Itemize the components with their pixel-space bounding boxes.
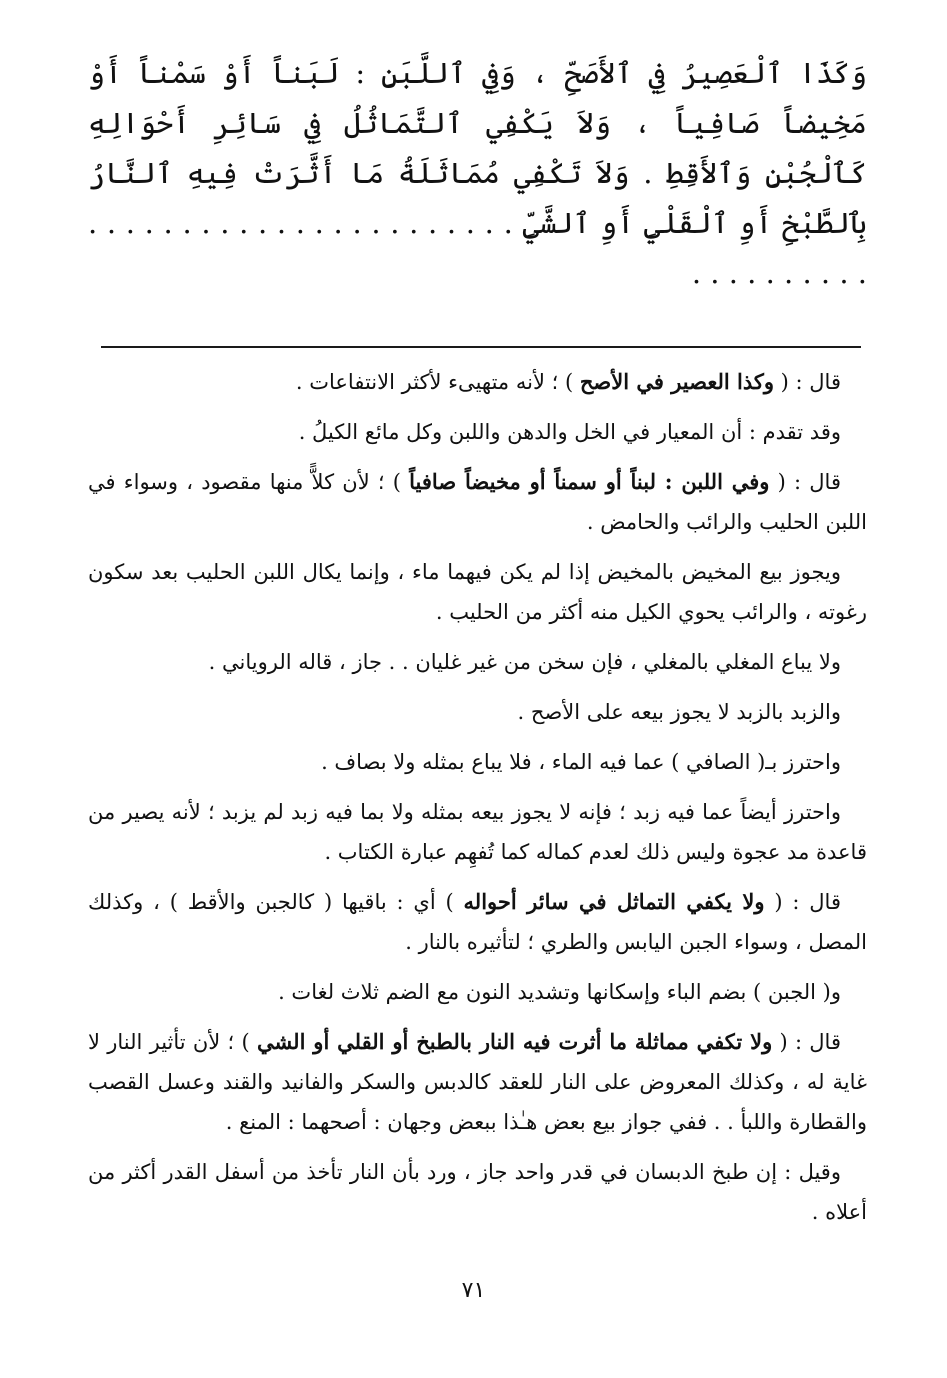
commentary-paragraph-3: قال : ( وفي اللبن : لبناً أو سمناً أو مخيضاً صافياً ) ؛ لأن كلاًّ منها مقصود ، وسواء في اللبن الحليب والرائب والحامض .: [88, 469, 867, 534]
main-text-dots: . . . . . . . . . . . . . . . . . . . . . . . . . . . . . . . .: [88, 206, 867, 290]
commentary-paragraph-1: قال : ( وكذا العصير في الأصح ) ؛ لأنه متهيىء لأكثر الانتفاعات .: [295, 369, 841, 394]
footnote-divider: [101, 346, 861, 348]
commentary-paragraph-9: قال : ( ولا يكفي التماثل في سائر أحواله ) أي : باقيها ( كالجبن والأقط ) ، وكذلك المصل ، وسواء الجبن اليابس والطري ؛ لتأثيره بالنار .: [88, 889, 867, 954]
commentary: [88, 362, 867, 1232]
commentary-paragraph-7: واحترز بـ( الصافي ) عما فيه الماء ، فلا يباع بمثله ولا بصاف .: [321, 750, 841, 774]
main-text-line-3: بِٱلطَّبْخِ أَوِ ٱلْقَلْيِ أَوِ ٱلشَّيِّ .: [503, 206, 867, 240]
commentary-paragraph-4: ويجوز بيع المخيض بالمخيض إذا لم يكن فيهما ماء ، وإنما يكال اللبن الحليب بعد سكون رغوته ، والرائب يحوي الكيل منه أكثر من الحليب .: [88, 560, 867, 624]
commentary-paragraph-10: و( الجبن ) بضم الباء وإسكانها وتشديد النون مع الضم ثلاث لغات .: [278, 980, 841, 1004]
main-text-line-2: ٱلتَّمَاثُلُ فِي سَائِرِ أَحْوَالِهِ كَٱلْجُبْنِ وَٱلأَقِطِ . وَلاَ تَكْفِي مُمَاثَلَةُ مَا أَثَّرَتْ فِيهِ ٱلنَّارُ: [88, 106, 867, 190]
commentary-paragraph-5: ولا يباع المغلي بالمغلي ، فإن سخن من غير غليان . . جاز ، قاله الروياني .: [208, 650, 841, 674]
page-number: ٧١: [461, 1278, 486, 1303]
commentary-paragraph-2: وقد تقدم : أن المعيار في الخل والدهن واللبن وكل مائع الكيلُ .: [298, 420, 841, 444]
book-page: [88, 48, 867, 1378]
commentary-paragraph-11: قال : ( ولا تكفي مماثلة ما أثرت فيه النار بالطبخ أو القلي أو الشي ) ؛ لأن تأثير النار لا غاية له ، وكذلك المعروض على النار للعقد كالدبس والسكر والفانيد والقند وعسل القصب والقطارة واللبأ . . ففي جواز بيع بعض هـٰذا ببعض وجهان : أصحهما : المنع .: [88, 1029, 867, 1134]
main-text: [88, 48, 867, 298]
commentary-paragraph-12: وقيل : إن طبخ الدبسان في قدر واحد جاز ، ورد بأن النار تأخذ من أسفل القدر أكثر من أعلاه .: [88, 1160, 867, 1224]
main-text-line-1: وَكَذَا ٱلْعَصِيرُ فِي ٱلأَصَحِّ ، وَفِي ٱللَّبَنِ : لَبَناً أَوْ سَمْناً أَوْ مَخِيضاً صَافِياً ، وَلاَ يَكْفِي: [88, 56, 868, 140]
commentary-paragraph-6: والزبد بالزبد لا يجوز بيعه على الأصح .: [517, 700, 841, 724]
commentary-paragraph-8: واحترز أيضاً عما فيه زبد ؛ فإنه لا يجوز بيعه بمثله ولا بما فيه زبد لم يزبد ؛ لأنه يصير من قاعدة مد عجوة وليس ذلك لعدم كماله كما تُفهِم عبارة الكتاب .: [88, 800, 867, 864]
